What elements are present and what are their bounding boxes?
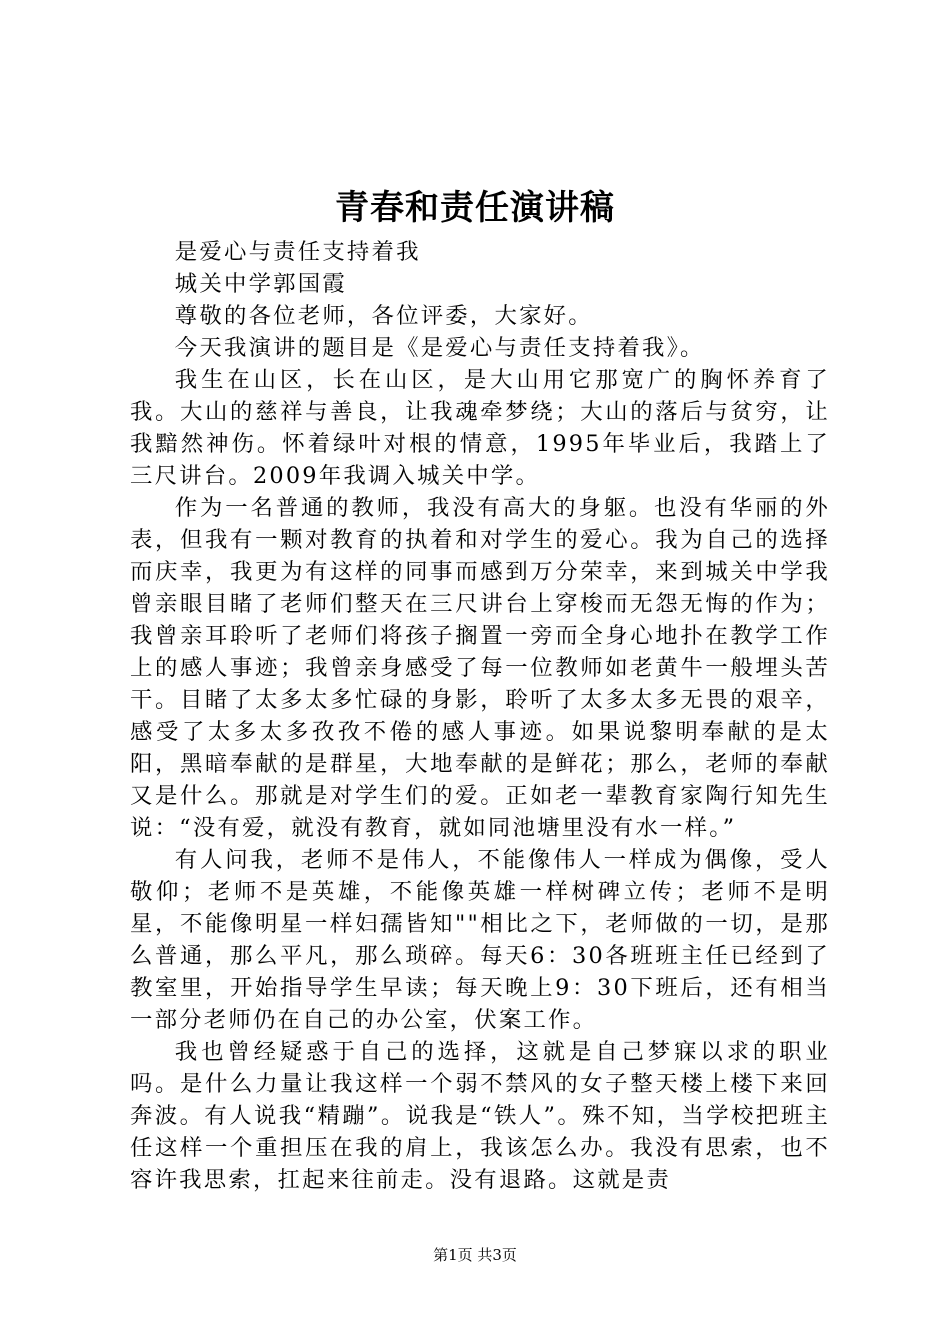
page-number-footer: 第1页 共3页 [433,1246,517,1264]
paragraph-body: 作为一名普通的教师，我没有高大的身躯。也没有华丽的外表，但我有一颗对教育的执着和对学生的爱心。我为自己的选择而庆幸，我更为有这样的同事而感到万分荣幸，来到城关中学我曾亲眼目睹了老师们整天在三尺讲台上穿梭而无怨无悔的作为；我曾亲耳聆听了老师们将孩子搁置一旁而全身心地扑在教学工作上的感人事迹；我曾亲身感受了每一位教师如老黄牛一般埋头苦干。目睹了太多太多忙碌的身影，聆听了太多太多无畏的艰辛，感受了太多太多孜孜不倦的感人事迹。如果说黎明奉献的是太阳，黑暗奉献的是群星，大地奉献的是鲜花；那么，老师的奉献又是什么。那就是对学生们的爱。正如老一辈教育家陶行知先生说：“没有爱，就没有教育，就如同池塘里没有水一样。” [130,495,830,841]
paragraph-subtitle: 是爱心与责任支持着我 [174,239,421,265]
paragraph-author: 城关中学郭国霞 [174,271,347,297]
paragraph-body: 我也曾经疑惑于自己的选择，这就是自己梦寐以求的职业吗。是什么力量让我这样一个弱不禁风的女子整天楼上楼下来回奔波。有人说我“精蹦”。说我是“铁人”。殊不知，当学校把班主任这样一个重担压在我的肩上，我该怎么办。我没有思索，也不容许我思索，扛起来往前走。没有退路。这就是责 [130,1039,830,1193]
document-body [130,236,830,1196]
paragraph-body: 有人问我，老师不是伟人，不能像伟人一样成为偶像，受人敬仰；老师不是英雄，不能像英雄一样树碑立传；老师不是明星，不能像明星一样妇孺皆知""相比之下，老师做的一切，是那么普通，那么平凡，那么琐碎。每天6：30各班班主任已经到了教室里，开始指导学生早读；每天晚上9：30下班后，还有相当一部分老师仍在自己的办公室，伏案工作。 [130,847,830,1033]
paragraph-greeting: 尊敬的各位老师，各位评委，大家好。 [174,303,593,329]
page-title: 青春和责任演讲稿 [335,188,615,228]
paragraph-body: 我生在山区，长在山区，是大山用它那宽广的胸怀养育了我。大山的慈祥与善良，让我魂牵梦绕；大山的落后与贫穷，让我黯然神伤。怀着绿叶对根的情意，1995年毕业后，我踏上了三尺讲台。2009年我调入城关中学。 [130,367,830,489]
paragraph-topic: 今天我演讲的题目是《是爱心与责任支持着我》。 [174,335,705,361]
